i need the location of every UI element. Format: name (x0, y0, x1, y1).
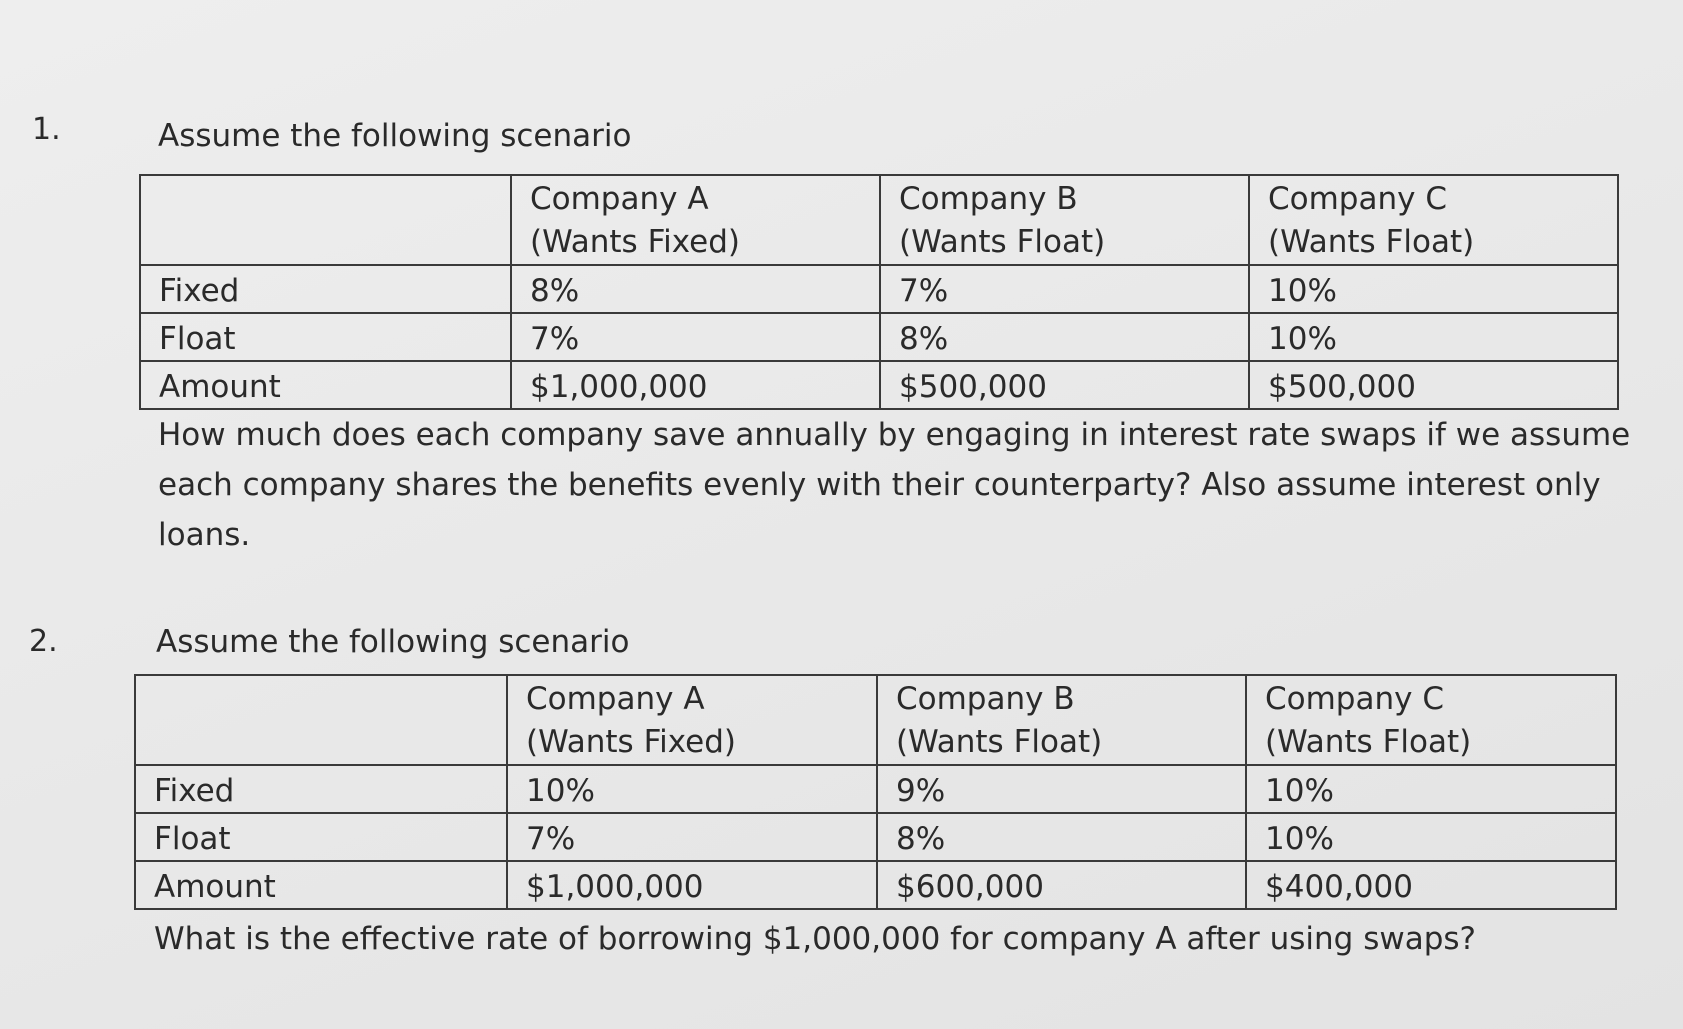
company-name: Company C (1265, 681, 1444, 717)
problem-number: 1. (32, 112, 61, 147)
company-name: Company A (526, 681, 705, 717)
company-name: Company B (899, 181, 1078, 217)
table-row (135, 813, 1616, 861)
column-header (507, 675, 877, 765)
table-cell: 8% (511, 265, 880, 313)
table-header-row (135, 675, 1616, 765)
problem-question (158, 410, 1630, 560)
question-line: loans. (158, 517, 251, 553)
table-cell: $500,000 (880, 361, 1249, 409)
column-header (1246, 675, 1616, 765)
table-cell: $500,000 (1249, 361, 1618, 409)
scenario-table (134, 674, 1617, 910)
row-label: Float (140, 313, 511, 361)
column-header (880, 175, 1249, 265)
company-preference: (Wants Fixed) (526, 724, 736, 760)
scenario-table (139, 174, 1619, 410)
company-name: Company C (1268, 181, 1447, 217)
row-label: Float (135, 813, 507, 861)
company-preference: (Wants Float) (1265, 724, 1472, 760)
table-cell: $1,000,000 (507, 861, 877, 909)
table-row (135, 861, 1616, 909)
column-header (511, 175, 880, 265)
table-row (140, 265, 1618, 313)
problem-number: 2. (29, 624, 58, 659)
corner-cell (135, 675, 507, 765)
table-row (135, 765, 1616, 813)
table-cell: 10% (1246, 765, 1616, 813)
row-label: Fixed (135, 765, 507, 813)
table-cell: 10% (507, 765, 877, 813)
problem-heading: Assume the following scenario (158, 118, 632, 154)
table-cell: 9% (877, 765, 1246, 813)
table-row (140, 313, 1618, 361)
table-header-row (140, 175, 1618, 265)
table-cell: 8% (880, 313, 1249, 361)
table-cell: 10% (1249, 313, 1618, 361)
table-cell: 10% (1249, 265, 1618, 313)
row-label: Amount (140, 361, 511, 409)
corner-cell (140, 175, 511, 265)
question-line: each company shares the benefits evenly with their counterparty? Also assume interest only (158, 467, 1601, 503)
table-cell: 8% (877, 813, 1246, 861)
column-header (877, 675, 1246, 765)
table-cell: 7% (507, 813, 877, 861)
company-name: Company A (530, 181, 709, 217)
problem-heading: Assume the following scenario (156, 624, 630, 660)
table-cell: 7% (511, 313, 880, 361)
table-cell: 7% (880, 265, 1249, 313)
table-cell: $400,000 (1246, 861, 1616, 909)
question-line: How much does each company save annually by engaging in interest rate swaps if we assume (158, 417, 1631, 453)
row-label: Fixed (140, 265, 511, 313)
company-preference: (Wants Float) (896, 724, 1103, 760)
table-cell: 10% (1246, 813, 1616, 861)
question-line: What is the effective rate of borrowing $1,000,000 for company A after using swaps? (154, 921, 1476, 957)
table-cell: $600,000 (877, 861, 1246, 909)
company-preference: (Wants Fixed) (530, 224, 740, 260)
company-name: Company B (896, 681, 1075, 717)
company-preference: (Wants Float) (899, 224, 1106, 260)
table-row (140, 361, 1618, 409)
row-label: Amount (135, 861, 507, 909)
company-preference: (Wants Float) (1268, 224, 1475, 260)
table-cell: $1,000,000 (511, 361, 880, 409)
problem-question (154, 914, 1476, 964)
column-header (1249, 175, 1618, 265)
